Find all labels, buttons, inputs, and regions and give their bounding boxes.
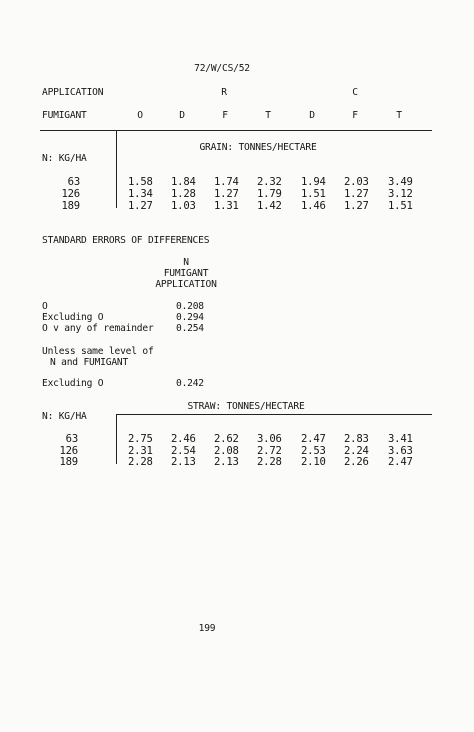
group-r-label: R xyxy=(221,87,227,98)
straw-title: STRAW: TONNES/HECTARE xyxy=(187,401,305,412)
table-cell: 2.31 xyxy=(128,445,153,457)
group-c-label: C xyxy=(352,87,358,98)
table-cell: 1.27 xyxy=(344,188,369,200)
column-header: T xyxy=(265,110,271,121)
table-cell: 3.49 xyxy=(388,176,413,188)
sed-row-value: 0.294 xyxy=(176,312,204,323)
table-cell: 2.32 xyxy=(257,176,282,188)
table-cell: 1.46 xyxy=(301,200,326,212)
straw-title-rule xyxy=(116,414,432,415)
table-cell: 1.51 xyxy=(301,188,326,200)
table-cell: 2.26 xyxy=(344,456,369,468)
table-cell: 1.31 xyxy=(214,200,239,212)
header-rule xyxy=(40,130,432,131)
table-cell: 2.47 xyxy=(388,456,413,468)
sed-row-label: Excluding O xyxy=(42,312,104,323)
table-cell: 1.74 xyxy=(214,176,239,188)
table-cell: 1.27 xyxy=(344,200,369,212)
table-cell: 1.84 xyxy=(171,176,196,188)
column-header: D xyxy=(179,110,185,121)
sed-row-value: 0.208 xyxy=(176,301,204,312)
grain-title: GRAIN: TONNES/HECTARE xyxy=(199,142,317,153)
column-header: F xyxy=(352,110,358,121)
sed-unless-line2: N and FUMIGANT xyxy=(50,357,129,368)
table-cell: 1.34 xyxy=(128,188,153,200)
application-label: APPLICATION xyxy=(42,87,104,98)
table-cell: 3.12 xyxy=(388,188,413,200)
column-header: T xyxy=(396,110,402,121)
column-header: O xyxy=(137,110,143,121)
sed-row-value: 0.254 xyxy=(176,323,204,334)
sed-row-label: O v any of remainder xyxy=(42,323,154,334)
n-level: 189 xyxy=(59,456,78,468)
table-cell: 2.28 xyxy=(257,456,282,468)
straw-n-label: N: KG/HA xyxy=(42,411,87,422)
table-cell: 2.03 xyxy=(344,176,369,188)
table-cell: 1.27 xyxy=(214,188,239,200)
table-cell: 2.10 xyxy=(301,456,326,468)
table-cell: 2.46 xyxy=(171,433,196,445)
sed-excluding-value: 0.242 xyxy=(176,378,204,389)
sed-row-label: O xyxy=(42,301,48,312)
table-cell: 2.13 xyxy=(171,456,196,468)
table-cell: 1.94 xyxy=(301,176,326,188)
table-cell: 3.63 xyxy=(388,445,413,457)
n-level: 126 xyxy=(59,445,78,457)
table-cell: 3.41 xyxy=(388,433,413,445)
table-cell: 2.28 xyxy=(128,456,153,468)
table-cell: 2.62 xyxy=(214,433,239,445)
sed-unless-line1: Unless same level of xyxy=(42,346,154,357)
table-cell: 3.06 xyxy=(257,433,282,445)
grain-table-divider xyxy=(116,130,117,208)
n-level: 63 xyxy=(65,433,78,445)
table-cell: 2.53 xyxy=(301,445,326,457)
sed-title: STANDARD ERRORS OF DIFFERENCES xyxy=(42,235,210,246)
table-cell: 2.47 xyxy=(301,433,326,445)
n-level: 63 xyxy=(67,176,80,188)
table-cell: 1.28 xyxy=(171,188,196,200)
sed-excluding-label: Excluding O xyxy=(42,378,104,389)
sed-header-n: N xyxy=(183,257,189,268)
table-cell: 1.03 xyxy=(171,200,196,212)
n-level: 126 xyxy=(61,188,80,200)
table-cell: 2.13 xyxy=(214,456,239,468)
table-cell: 2.54 xyxy=(171,445,196,457)
table-cell: 2.24 xyxy=(344,445,369,457)
column-header: D xyxy=(309,110,315,121)
page-number: 199 xyxy=(198,623,216,634)
n-level: 189 xyxy=(61,200,80,212)
column-header: F xyxy=(222,110,228,121)
document-code: 72/W/CS/52 xyxy=(194,63,250,74)
table-cell: 1.58 xyxy=(128,176,153,188)
table-cell: 2.75 xyxy=(128,433,153,445)
sed-header-fumigant: FUMIGANT xyxy=(163,268,209,279)
table-cell: 1.51 xyxy=(388,200,413,212)
sed-header-application: APPLICATION xyxy=(155,279,217,290)
grain-n-label: N: KG/HA xyxy=(42,153,87,164)
table-cell: 1.42 xyxy=(257,200,282,212)
table-cell: 1.79 xyxy=(257,188,282,200)
fumigant-label: FUMIGANT xyxy=(42,110,87,121)
table-cell: 2.08 xyxy=(214,445,239,457)
table-cell: 1.27 xyxy=(128,200,153,212)
straw-table-divider xyxy=(116,414,117,464)
table-cell: 2.72 xyxy=(257,445,282,457)
table-cell: 2.83 xyxy=(344,433,369,445)
